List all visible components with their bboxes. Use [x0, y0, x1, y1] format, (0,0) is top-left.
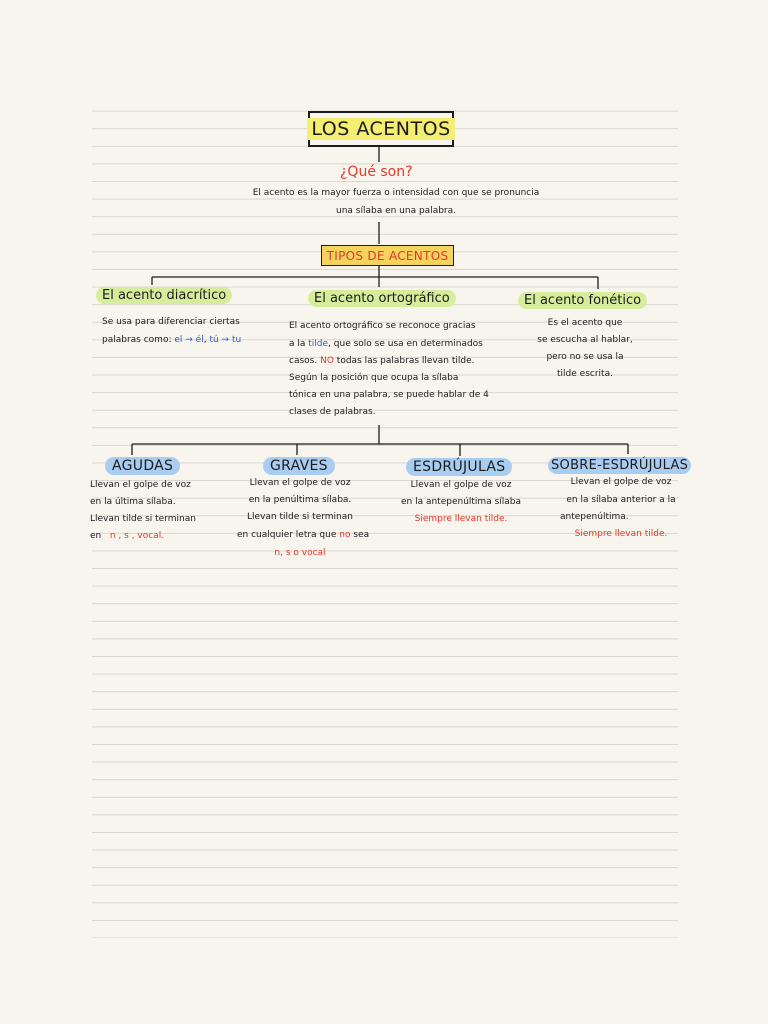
fonetico-line-3: pero no se usa la [546, 352, 624, 362]
ortografico-line-3-prefix: casos. [289, 356, 318, 366]
graves-line-1: Llevan el golpe de voz [249, 478, 351, 488]
esdrujulas-line-1: Llevan el golpe de voz [410, 480, 512, 490]
esdrujulas-heading [406, 456, 512, 475]
ortografico-line-6: clases de palabras. [289, 407, 376, 417]
graves-heading [263, 455, 335, 474]
diacritico-heading-label: El acento diacrítico [96, 287, 232, 304]
title-box [308, 111, 454, 147]
graves-line-3: Llevan tilde si terminan [247, 512, 353, 522]
agudas-line-4-prefix: en [90, 531, 102, 541]
agudas-line-3: Llevan tilde si terminan [90, 514, 196, 524]
ortografico-heading-label: El acento ortográfico [308, 290, 456, 307]
ortografico-line-1: El acento ortográfico se reconoce gracias [289, 321, 476, 331]
sobresdrujulas-always-tilde: Siempre llevan tilde. [574, 529, 668, 539]
graves-endings: n, s o vocal [274, 548, 326, 558]
diacritico-line-2-prefix: palabras como: [102, 335, 172, 345]
graves-line-2: en la penúltima sílaba. [248, 495, 352, 505]
ortografico-line-2-rest: , que solo se usa en determinados [328, 339, 483, 349]
types-box [321, 245, 454, 266]
sobresdrujulas-heading-label: SOBRE-ESDRÚJULAS [548, 457, 691, 474]
sobresdrujulas-line-3: antepenúltima. [560, 512, 629, 522]
diacritico-line-1: Se usa para diferenciar ciertas [102, 317, 240, 327]
page-title: LOS ACENTOS [307, 118, 454, 140]
agudas-line-4 [90, 528, 164, 546]
fonetico-heading-label: El acento fonético [518, 292, 647, 309]
esdrujulas-line-2: en la antepenúltima sílaba [400, 497, 522, 507]
ortografico-line-2-prefix: a la [289, 339, 306, 349]
ortografico-line-2 [289, 336, 483, 354]
fonetico-line-4: tilde escrita. [557, 369, 613, 379]
diacritico-example-sep: , [203, 335, 207, 345]
diacritico-heading [96, 284, 232, 303]
ortografico-line-3-rest: todas las palabras llevan tilde. [336, 356, 475, 366]
graves-line-4 [237, 527, 370, 545]
ortografico-line-5: tónica en una palabra, se puede hablar de 4 [289, 390, 489, 400]
fonetico-heading [518, 289, 647, 308]
ortografico-tilde: tilde [308, 339, 329, 349]
fonetico-line-1: Es el acento que [547, 318, 623, 328]
sobresdrujulas-line-2: en la sílaba anterior a la [566, 495, 676, 505]
agudas-line-2: en la última sílaba. [90, 497, 176, 507]
agudas-heading-label: AGUDAS [105, 457, 180, 475]
question-heading: ¿Qué son? [340, 164, 413, 180]
diacritico-example-2: tú → tu [209, 335, 242, 345]
agudas-line-1: Llevan el golpe de voz [90, 480, 191, 490]
graves-line-4-rest: sea [353, 530, 370, 540]
agudas-endings: n , s , vocal. [109, 531, 165, 541]
esdrujulas-always-tilde: Siempre llevan tilde. [414, 514, 508, 524]
definition-line-2: una sílaba en una palabra. [336, 206, 456, 216]
graves-no: no [339, 530, 351, 540]
ortografico-heading [308, 287, 456, 306]
graves-heading-label: GRAVES [263, 457, 335, 475]
agudas-heading [105, 455, 180, 474]
esdrujulas-heading-label: ESDRÚJULAS [406, 458, 512, 476]
diacritico-example-1: el → él [174, 335, 204, 345]
graves-line-4-prefix: en cualquier letra que [237, 530, 337, 540]
types-title: TIPOS DE ACENTOS [326, 248, 449, 263]
ortografico-line-3 [289, 353, 474, 371]
diacritico-line-2 [102, 332, 241, 350]
sobresdrujulas-heading [548, 454, 691, 473]
sobresdrujulas-line-1: Llevan el golpe de voz [570, 477, 672, 487]
fonetico-line-2: se escucha al hablar, [537, 335, 633, 345]
ortografico-line-4: Según la posición que ocupa la sílaba [289, 373, 459, 383]
definition-line-1: El acento es la mayor fuerza o intensidad con que se pronuncia [252, 188, 540, 198]
ortografico-no: NO [320, 356, 334, 366]
